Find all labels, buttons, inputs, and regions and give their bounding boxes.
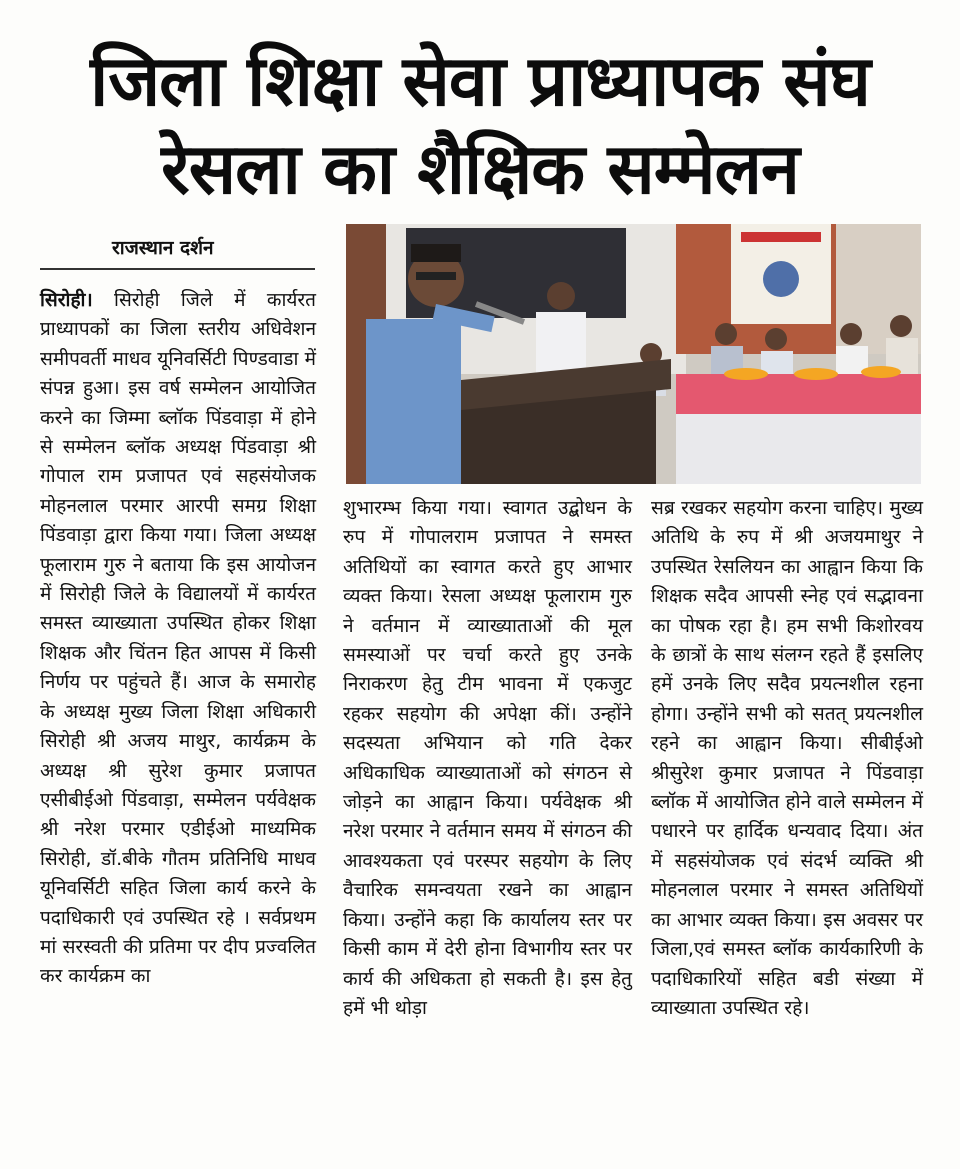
dateline: सिरोही। — [40, 289, 93, 311]
byline-divider — [40, 268, 315, 270]
article-text-column-1: सिरोही जिले में कार्यरत प्राध्यापकों का जिला स्तरीय अधिवेशन समीपवर्ती माधव यूनिवर्सिटी पिण्डवाडा में संपन्न हुआ। इस वर्ष सम्मेलन आयोजित करने का जिम्मा ब्लॉक पिंडवाड़ा में होने से सम्मेलन ब्लॉक अध्यक्ष पिंडवाड़ा श्री गोपाल राम प्रजापत एवं सहसंयोजक मोहनलाल परमार आरपी समग्र शिक्षा पिंडवाड़ा द्वारा किया गया। जिला अध्यक्ष फूलाराम गुरु ने बताया कि इस आयोजन में सिरोही जिले के विद्यालयों में कार्यरत समस्त व्याख्याता उपस्थित होकर शिक्षा शिक्षक और चिंतन हित आपस में किसी निर्णय पर पहुंचते हैं। आज के समारोह के अध्यक्ष मुख्य जिला शिक्षा अधिकारी सिरोही श्री अजय माथुर, कार्यक्रम के अध्यक्ष श्री सुरेश कुमार प्रजापत एसीबीईओ पिंडवाड़ा, सम्मेलन पर्यवेक्षक श्री नरेश परमार एडीईओ माध्यमिक सिरोही, डॉ.बीके गौतम प्रतिनिधि माधव यूनिवर्सिटी सहित जिला कार्य करने के पदाधिकारी एवं उपस्थित रहे । सर्वप्रथम मां सरस्वती की प्रतिमा पर दीप प्रज्वलित कर कार्यक्रम का — [40, 289, 317, 988]
article-column-3 — [651, 494, 923, 1023]
headline-line-1: जिला शिक्षा सेवा प्राध्यापक संघ — [90, 40, 870, 122]
event-photo — [346, 224, 921, 484]
event-photo-illustration — [346, 224, 921, 484]
byline: राजस्थान दर्शन — [112, 237, 214, 259]
article-text-column-3: सब्र रखकर सहयोग करना चाहिए। मुख्य अतिथि के रुप में श्री अजयमाथुर ने उपस्थित रेसलियन का आह्वान किया कि शिक्षक सदैव आपसी स्नेह एवं सद्भावना का पोषक रहा है। हम सभी किशोरवय के छात्रों के साथ संलग्न रहते हैं इसलिए हमें उनके लिए सदैव प्रयत्नशील रहना होगा। उन्होंने सभी को सतत् प्रयत्नशील रहने का आह्वान किया। सीबीईओ श्रीसुरेश कुमार प्रजापत ने पिंडवाड़ा ब्लॉक में आयोजित होने वाले सम्मेलन में पधारने पर हार्दिक धन्यवाद दिया। अंत में सहसंयोजक एवं संदर्भ व्यक्ति श्री मोहनलाल परमार ने समस्त अतिथियों का आभार व्यक्त किया। इस अवसर पर जिला,एवं समस्त ब्लॉक कार्यकारिणी के पदाधिकारियों सहित बडी संख्या में व्याख्याता उपस्थित रहे। — [651, 497, 923, 1019]
article-column-2 — [343, 494, 632, 1023]
headline-line-2: रेसला का शैक्षिक सम्मेलन — [161, 128, 799, 210]
article-column-1 — [40, 286, 316, 992]
article-text-column-2: शुभारम्भ किया गया। स्वागत उद्बोधन के रुप में गोपालराम प्रजापत ने समस्त अतिथियों का स्वागत करते हुए आभार व्यक्त किया। रेसला अध्यक्ष फूलाराम गुरु ने वर्तमान में व्याख्याताओं की मूल समस्याओं पर चर्चा करते हुए उनके निराकरण हेतु टीम भावना में एकजुट रहकर सहयोग की अपेक्षा कीं। उन्होंने सदस्यता अभियान को गति देकर अधिकाधिक व्याख्याताओं को संगठन से जोड़ने का आह्वान किया। पर्यवेक्षक श्री नरेश परमार ने वर्तमान समय में संगठन की आवश्यकता एवं परस्पर सहयोग के लिए वैचारिक समन्वयता रखने का आह्वान किया। उन्होंने कहा कि कार्यालय स्तर पर किसी काम में देरी होना विभागीय स्तर पर कार्य की अधिकता हो सकती है। इस हेतु हमें भी थोड़ा — [343, 497, 632, 1019]
